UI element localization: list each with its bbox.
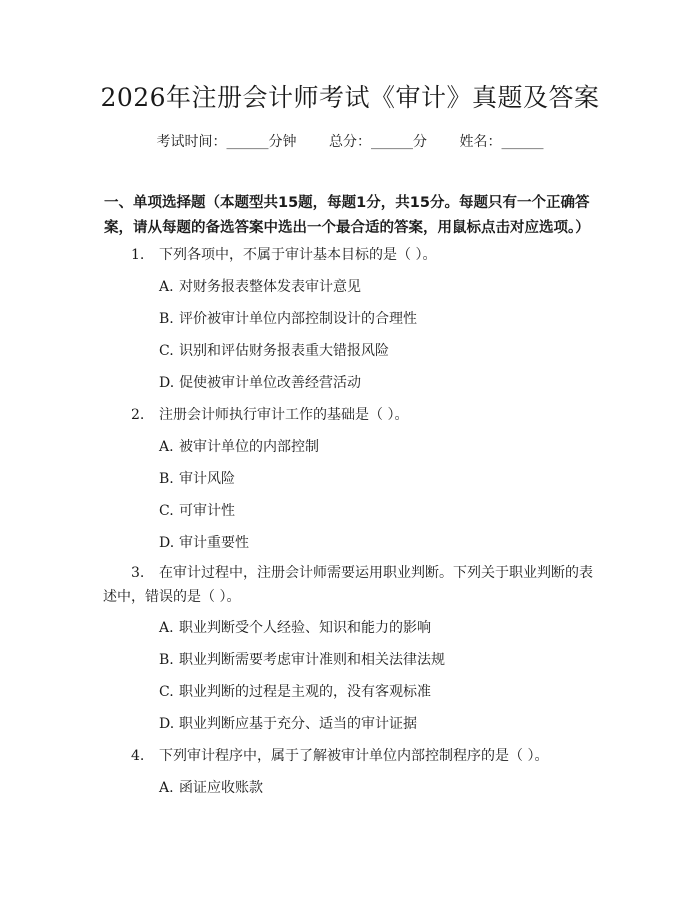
option-3d[interactable] [159,713,417,733]
option-2b[interactable] [159,468,235,488]
option-text: 审计重要性 [179,535,249,551]
question-number: 3. [131,565,145,581]
option-1a[interactable] [159,276,361,296]
option-letter: A. [159,439,174,455]
exam-meta [0,131,700,151]
option-letter: B. [159,311,174,327]
option-2c[interactable] [159,500,235,520]
option-text: 审计风险 [179,471,235,487]
page-title: 2026年注册会计师考试《审计》真题及答案 [100,83,600,112]
question-number: 1. [131,247,145,263]
option-1d[interactable] [159,372,361,392]
option-letter: C. [159,684,174,700]
option-1b[interactable] [159,308,417,328]
option-3a[interactable] [159,617,431,637]
option-2d[interactable] [159,532,249,552]
option-2a[interactable] [159,436,319,456]
option-letter: D. [159,375,175,391]
question-number: 2. [131,407,145,423]
option-letter: A. [159,620,174,636]
option-text: 职业判断受个人经验、知识和能力的影响 [179,620,431,636]
option-text: 促使被审计单位改善经营活动 [179,375,361,391]
option-text: 职业判断应基于充分、适当的审计证据 [179,716,417,732]
question-1 [131,244,436,264]
name-field: 姓名：______ [459,134,544,150]
option-letter: D. [159,535,175,551]
question-text: 下列审计程序中，属于了解被审计单位内部控制程序的是（ ）。 [159,748,549,764]
question-2 [131,404,408,424]
exam-time-field: 考试时间：______分钟 [156,134,297,150]
option-4a[interactable] [159,777,263,797]
question-text: 下列各项中，不属于审计基本目标的是（ ）。 [159,247,437,263]
option-text: 识别和评估财务报表重大错报风险 [179,343,389,359]
section-heading: 一、单项选择题（本题型共15题，每题1分，共15分。每题只有一个正确答案，请从每题的备选答案中选出一个最合适的答案，用鼠标点击对应选项。） [104,195,590,236]
option-letter: B. [159,652,174,668]
option-text: 函证应收账款 [179,780,263,796]
option-text: 职业判断的过程是主观的，没有客观标准 [179,684,431,700]
option-3b[interactable] [159,649,445,669]
option-letter: D. [159,716,175,732]
option-letter: A. [159,780,174,796]
option-text: 可审计性 [179,503,235,519]
option-text: 评价被审计单位内部控制设计的合理性 [179,311,417,327]
option-letter: A. [159,279,174,295]
option-text: 对财务报表整体发表审计意见 [179,279,361,295]
option-letter: B. [159,471,174,487]
option-text: 被审计单位的内部控制 [179,439,319,455]
question-number: 4. [131,748,145,764]
question-text: 注册会计师执行审计工作的基础是（ ）。 [159,407,409,423]
question-3 [103,561,603,609]
option-letter: C. [159,503,174,519]
total-score-field: 总分：______分 [329,134,427,150]
option-1c[interactable] [159,340,389,360]
option-3c[interactable] [159,681,431,701]
question-4 [131,745,548,765]
question-text: 在审计过程中，注册会计师需要运用职业判断。下列关于职业判断的表述中，错误的是（ ）。 [103,565,593,605]
option-text: 职业判断需要考虑审计准则和相关法律法规 [179,652,445,668]
option-letter: C. [159,343,174,359]
